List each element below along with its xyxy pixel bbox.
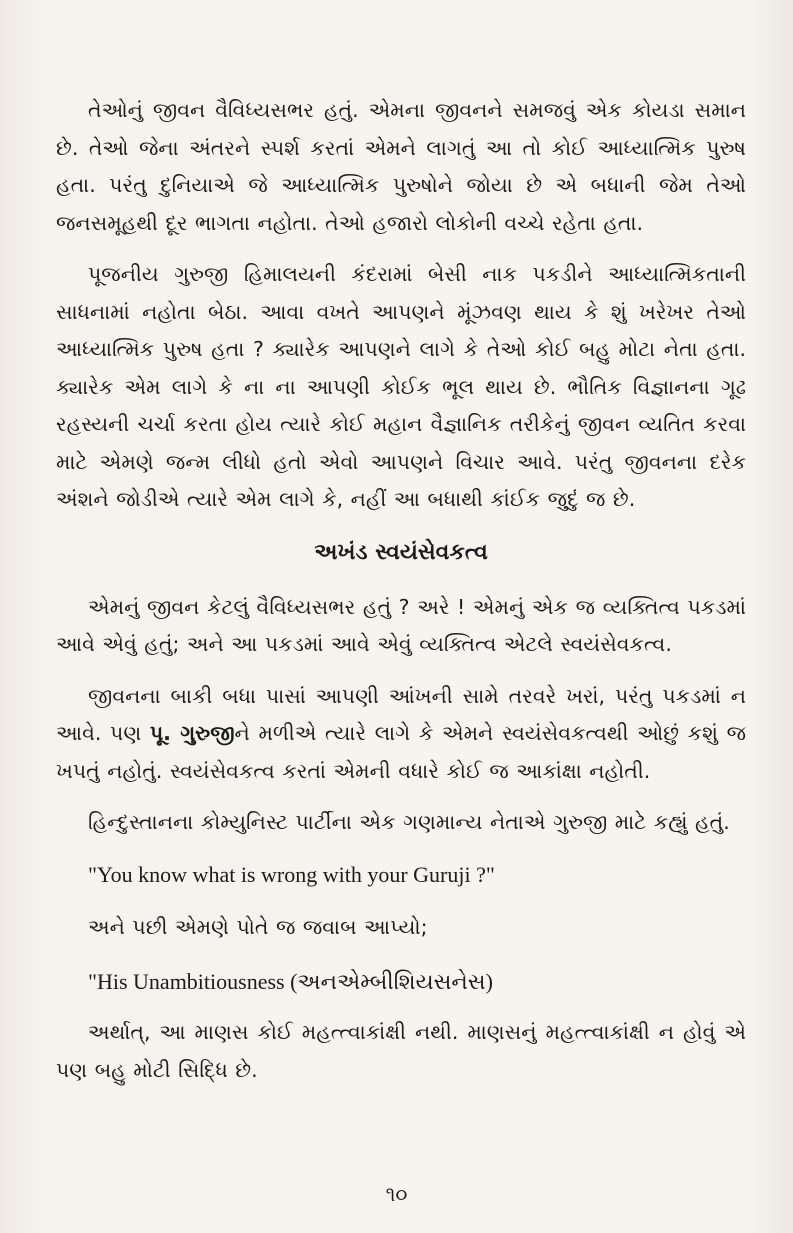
page-number: ૧૦ [385, 1182, 408, 1206]
page-content [56, 92, 746, 1089]
paragraph-4-part-a: જીવનના બાકી બધા પાસાં આપણી આંખની સામે તરવરે ખરાં, પરંતુ પકડમાં ન આવે. પણ [56, 683, 746, 745]
paragraph-6: અને પછી એમણે પોતે જ જવાબ આપ્યો; [88, 915, 428, 939]
english-quote-1: "You know what is wrong with your Guruji ?" [88, 861, 495, 887]
paragraph-3: એમનું જીવન કેટલું વૈવિધ્યસભર હતું ? અરે ! એમનું એક જ વ્યક્તિત્વ પકડમાં આવે એવું હતું; અને આ પકડમાં આવે એવું વ્યક્તિત્વ એટલે સ્વયંસેવકત્વ. [56, 594, 746, 656]
paragraph-1: તેઓનું જીવન વૈવિધ્યસભર હતું. એમના જીવનને સમજવું એક કોયડા સમાન છે. તેઓ જેના અંતરને સ્પર્શ કરતાં એમને લાગતું આ તો કોઈ આધ્યાત્મિક પુરુષ હતા. પરંતુ દુનિયાએ જે આધ્યાત્મિક પુરુષોને જોયા છે એ બધાની જેમ તેઓ જનસમૂહથી દૂર ભાગતા નહોતા. તેઓ હજારો લોકોની વચ્ચે રહેતા હતા. [56, 98, 746, 235]
section-heading: અખંડ સ્વયંસેવકત્વ [314, 539, 488, 565]
paragraph-4-bold-name: પૂ. ગુરુજી [149, 721, 235, 745]
paragraph-2: પૂજનીય ગુરુજી હિમાલયની કંદરામાં બેસી નાક પકડીને આધ્યાત્મિકતાની સાધનામાં નહોતા બેઠા. આવા વખતે આપણને મૂંઝવણ થાય કે શું ખરેખર તેઓ આધ્યાત્મિક પુરુષ હતા ? ક્યારેક આપણને લાગે કે તેઓ કોઈ બહુ મોટા નેતા હતા. ક્યારેક એમ લાગે કે ના ના આપણી કોઈક ભૂલ થાય છે. ભૌતિક વિજ્ઞાનના ગૂઢ રહસ્યની ચર્ચા કરતા હોય ત્યારે કોઈ મહાન વૈજ્ઞાનિક તરીકેનું જીવન વ્યતિત કરવા માટે એમણે જન્મ લીધો હતો એવો આપણને વિચાર આવે. પરંતુ જીવનના દરેક અંશને જોડીએ ત્યારે એમ લાગે કે, નહીં આ બધાથી કાંઈક જુદું જ છે. [56, 262, 746, 511]
paragraph-4 [56, 678, 746, 791]
paragraph-5: હિન્દુસ્તાનના કોમ્યુનિસ્ટ પાર્ટીના એક ગણમાન્ય નેતાએ ગુરુજી માટે કહ્યું હતું. [88, 810, 730, 834]
english-quote-2: "His Unambitiousness (અનએમ્બીશિયસનેસ) [88, 968, 493, 994]
paragraph-4-part-b: ને મળીએ ત્યારે લાગે કે એમને સ્વયંસેવકત્વથી ઓછું કશું જ ખપતું નહોતું. સ્વયંસેવકત્વ કરતાં એમની વધારે કોઈ જ આકાંક્ષા નહોતી. [56, 721, 747, 783]
paragraph-7: અર્થાત્, આ માણસ કોઈ મહત્ત્વાકાંક્ષી નથી. માણસનું મહત્ત્વાકાંક્ષી ન હોવું એ પણ બહુ મોટી સિદ્ધિ છે. [56, 1020, 746, 1082]
